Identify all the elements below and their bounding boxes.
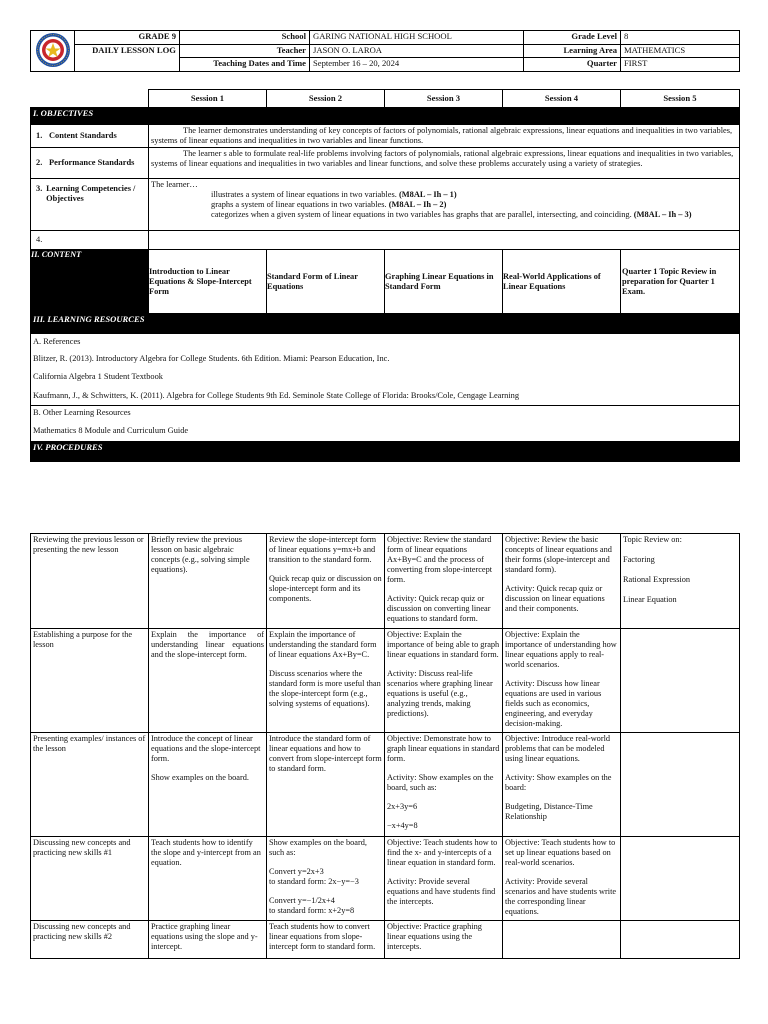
procedure-text: Quick recap quiz or discussion on slope-intercept form and its components. — [269, 573, 382, 603]
procedure-cell-session-4 — [503, 837, 621, 921]
procedure-text: Objective: Review the basic concepts of linear equations and their forms (slope-intercept and standard form). — [505, 535, 612, 574]
reference-item: California Algebra 1 Student Textbook — [31, 368, 740, 387]
procedure-text: Rational Expression — [623, 574, 691, 584]
procedure-cell-session-3 — [385, 534, 503, 629]
procedure-text: Activity: Show examples on the board: — [505, 772, 612, 792]
procedure-label: Reviewing the previous lesson or presenting the new lesson — [31, 534, 149, 629]
procedure-text: Show examples on the board. — [151, 772, 249, 782]
procedure-cell-session-5 — [621, 921, 740, 959]
procedure-text: Budgeting, Distance-Time Relationship — [505, 801, 593, 821]
content-standards-label-cell — [31, 125, 149, 148]
procedure-cell-session-5 — [621, 733, 740, 837]
other-resources-item: Mathematics 8 Module and Curriculum Guide — [31, 421, 740, 441]
grade-level-label: Grade Level — [524, 31, 621, 45]
procedure-text: Activity: Discuss how linear equations are used in various fields such as economics, engineering, and everyday decision-making. — [505, 678, 602, 728]
header-table — [30, 30, 740, 72]
competencies-cell — [149, 179, 740, 231]
procedure-text: Teach students how to identify the slope and y-intercept from an equation. — [151, 838, 261, 867]
performance-standards-label: Performance Standards — [49, 158, 135, 168]
procedure-text: Objective: Review the standard form of linear equations Ax+By=C and the process of converting from slope-intercept form. — [387, 535, 493, 584]
procedure-cell-session-2 — [267, 534, 385, 629]
performance-standards-text: The learner s able to formulate real-life problems involving factors of polynomials, rational algebraic expressions, linear equations and inequalities in two variables, systems of linear equations and inequalities in two variables and linear functions, and solve these problems accurately using a variety of strategies. — [149, 148, 740, 179]
procedure-text: Objective: Practice graphing linear equations using the intercepts. — [387, 922, 482, 951]
procedure-text: Explain the importance of understanding linear equations and the slope-intercept form. — [151, 630, 264, 659]
item-4-num: 4. — [36, 235, 43, 245]
procedure-cell-session-1 — [149, 534, 267, 629]
learning-area-label: Learning Area — [524, 44, 621, 58]
procedure-text: Topic Review on: — [623, 535, 682, 544]
procedure-text: Activity: Quick recap quiz or discussion on linear equations and their components. — [505, 583, 605, 613]
content-standards-text: The learner demonstrates understanding of key concepts of factors of polynomials, rational algebraic expressions, linear equations and inequalities in two variables, systems of linear equations and inequalities in two variables and linear functions. — [149, 125, 740, 148]
procedure-text: Introduce the concept of linear equations and the slope-intercept form. — [151, 734, 261, 763]
procedures-table — [30, 533, 740, 959]
session-header: Session 1 — [149, 90, 267, 108]
procedure-text: Practice graphing linear equations using the slope and y-intercept. — [151, 922, 258, 951]
procedure-text: Objective: Explain the importance of understanding how linear equations apply to real-world scenarios. — [505, 630, 617, 669]
reference-item: Blitzer, R. (2013). Introductory Algebra for College Students. 6th Edition. Miami: Pearson Education, Inc. — [31, 350, 740, 369]
deped-seal — [31, 31, 75, 72]
procedure-cell-session-2 — [267, 629, 385, 733]
content-topic-session-4: Real-World Applications of Linear Equations — [503, 250, 621, 314]
school-value: GARING NATIONAL HIGH SCHOOL — [310, 31, 524, 45]
procedure-cell-session-1 — [149, 921, 267, 959]
procedure-cell-session-1 — [149, 629, 267, 733]
quarter-value: FIRST — [621, 58, 740, 72]
content-heading: II. CONTENT — [31, 250, 149, 314]
procedure-text: Introduce the standard form of linear equations and how to convert from slope-intercept form to standard form. — [269, 734, 382, 773]
procedure-cell-session-3 — [385, 921, 503, 959]
procedure-text: Teach students how to convert linear equations from slope-intercept form to standard form. — [269, 922, 376, 951]
procedure-label: Discussing new concepts and practicing new skills #2 — [31, 921, 149, 959]
procedure-row — [31, 921, 740, 959]
procedure-row — [31, 837, 740, 921]
procedure-label: Presenting examples/ instances of the lesson — [31, 733, 149, 837]
performance-standards-num: 2. — [36, 158, 43, 168]
lesson-log-table — [30, 89, 740, 462]
procedure-text: Linear Equation — [623, 594, 677, 604]
procedure-cell-session-2 — [267, 733, 385, 837]
procedure-cell-session-4 — [503, 534, 621, 629]
procedure-row — [31, 629, 740, 733]
content-topic-session-3: Graphing Linear Equations in Standard Form — [385, 250, 503, 314]
content-standards-label: Content Standards — [49, 131, 117, 141]
objectives-heading: I. OBJECTIVES — [31, 108, 740, 125]
deped-seal-icon — [35, 32, 71, 68]
dates-label: Teaching Dates and Time — [180, 58, 310, 72]
content-topic-session-2: Standard Form of Linear Equations — [267, 250, 385, 314]
content-standards-num: 1. — [36, 131, 43, 141]
procedure-cell-session-1 — [149, 733, 267, 837]
learning-area-value: MATHEMATICS — [621, 44, 740, 58]
school-label: School — [180, 31, 310, 45]
competencies-num: 3. — [36, 184, 43, 194]
procedure-cell-session-5 — [621, 534, 740, 629]
procedure-cell-session-3 — [385, 837, 503, 921]
procedure-cell-session-4 — [503, 921, 621, 959]
performance-standards-label-cell — [31, 148, 149, 179]
procedure-label: Discussing new concepts and practicing new skills #1 — [31, 837, 149, 921]
session-header: Session 3 — [385, 90, 503, 108]
procedure-text: Convert y=2x+3 to standard form: 2x−y=−3 — [269, 866, 359, 886]
procedure-cell-session-1 — [149, 837, 267, 921]
grade-title: GRADE 9 — [75, 31, 180, 45]
session-header: Session 5 — [621, 90, 740, 108]
procedure-text: Briefly review the previous lesson on basic algebraic concepts (e.g., solving simple equations). — [151, 535, 250, 574]
references-label: A. References — [31, 334, 740, 350]
procedure-cell-session-4 — [503, 629, 621, 733]
competency-item: categorizes when a given system of linear equations in two variables has graphs that are parallel, intersecting, and coinciding. (M8AL – Ih – 3) — [211, 210, 692, 220]
competencies-label: Learning Competencies / Objectives — [46, 184, 136, 204]
quarter-label: Quarter — [524, 58, 621, 72]
item-4-text — [149, 231, 740, 250]
procedure-text: Objective: Teach students how to set up linear equations based on real-world scenarios. — [505, 838, 616, 867]
procedure-text: 2x+3y=6 — [387, 801, 418, 811]
procedure-text: Activity: Show examples on the board, such as: — [387, 772, 494, 792]
item-4-cell — [31, 231, 149, 250]
procedure-cell-session-2 — [267, 921, 385, 959]
teacher-value: JASON O. LAROA — [310, 44, 524, 58]
competency-item: graphs a system of linear equations in two variables. (M8AL – Ih – 2) — [211, 200, 447, 210]
procedure-row — [31, 733, 740, 837]
procedure-text: Factoring — [623, 554, 655, 564]
procedure-text: Activity: Provide several equations and have students find the intercepts. — [387, 876, 496, 906]
procedure-cell-session-3 — [385, 733, 503, 837]
reference-item: Kaufmann, J., & Schwitters, K. (2011). Algebra for College Students 9th Ed. Seminole State College of Florida: Brooks/Cole, Cengage Learning — [31, 387, 740, 406]
procedure-row — [31, 534, 740, 629]
procedure-text: Review the slope-intercept form of linear equations y=mx+b and transition to the standard form. — [269, 535, 377, 564]
dates-value: September 16 – 20, 2024 — [310, 58, 524, 72]
procedure-cell-session-5 — [621, 837, 740, 921]
procedure-text: Convert y=−1/2x+4 to standard form: x+2y=8 — [269, 895, 355, 915]
procedure-text: Activity: Quick recap quiz or discussion on converting linear equations to standard form. — [387, 593, 491, 623]
corner-cell — [31, 90, 149, 108]
competencies-intro: The learner… — [151, 180, 198, 190]
procedures-heading: IV. PROCEDURES — [31, 441, 740, 461]
procedure-text: Objective: Explain the importance of being able to graph linear equations in standard form. — [387, 630, 500, 659]
procedure-text: Discuss scenarios where the standard form is more useful than the slope-intercept form (e.g., solving systems of equations). — [269, 668, 381, 708]
procedure-text: Objective: Teach students how to find the x- and y-intercepts of a linear equation in standard form. — [387, 838, 498, 867]
procedure-label: Establishing a purpose for the lesson — [31, 629, 149, 733]
grade-level-value: 8 — [621, 31, 740, 45]
competency-item: illustrates a system of linear equations in two variables. (M8AL – Ih – 1) — [211, 190, 457, 200]
procedure-text: Activity: Provide several scenarios and have students write the corresponding linear equations. — [505, 876, 617, 916]
content-topic-session-1: Introduction to Linear Equations & Slope-Intercept Form — [149, 250, 267, 314]
resources-heading: III. LEARNING RESOURCES — [31, 314, 740, 334]
procedure-cell-session-2 — [267, 837, 385, 921]
log-title: DAILY LESSON LOG — [75, 44, 180, 71]
procedure-cell-session-4 — [503, 733, 621, 837]
procedure-text: −x+4y=8 — [387, 820, 418, 830]
session-header: Session 4 — [503, 90, 621, 108]
teacher-label: Teacher — [180, 44, 310, 58]
procedure-cell-session-3 — [385, 629, 503, 733]
procedure-text: Objective: Demonstrate how to graph linear equations in standard form. — [387, 734, 500, 763]
procedure-text: Activity: Discuss real-life scenarios where graphing linear equations is useful (e.g., analyzing trends, making predictions). — [387, 668, 493, 718]
procedure-text: Explain the importance of understanding the standard form of linear equations Ax+By=C. — [269, 630, 377, 659]
procedure-cell-session-5 — [621, 629, 740, 733]
procedure-text: Objective: Introduce real-world problems that can be modeled using linear equations. — [505, 734, 611, 763]
other-resources-label: B. Other Learning Resources — [31, 405, 740, 421]
session-header: Session 2 — [267, 90, 385, 108]
competencies-label-cell — [31, 179, 149, 231]
content-topic-session-5: Quarter 1 Topic Review in preparation for Quarter 1 Exam. — [621, 250, 740, 314]
procedure-text: Show examples on the board, such as: — [269, 838, 367, 857]
